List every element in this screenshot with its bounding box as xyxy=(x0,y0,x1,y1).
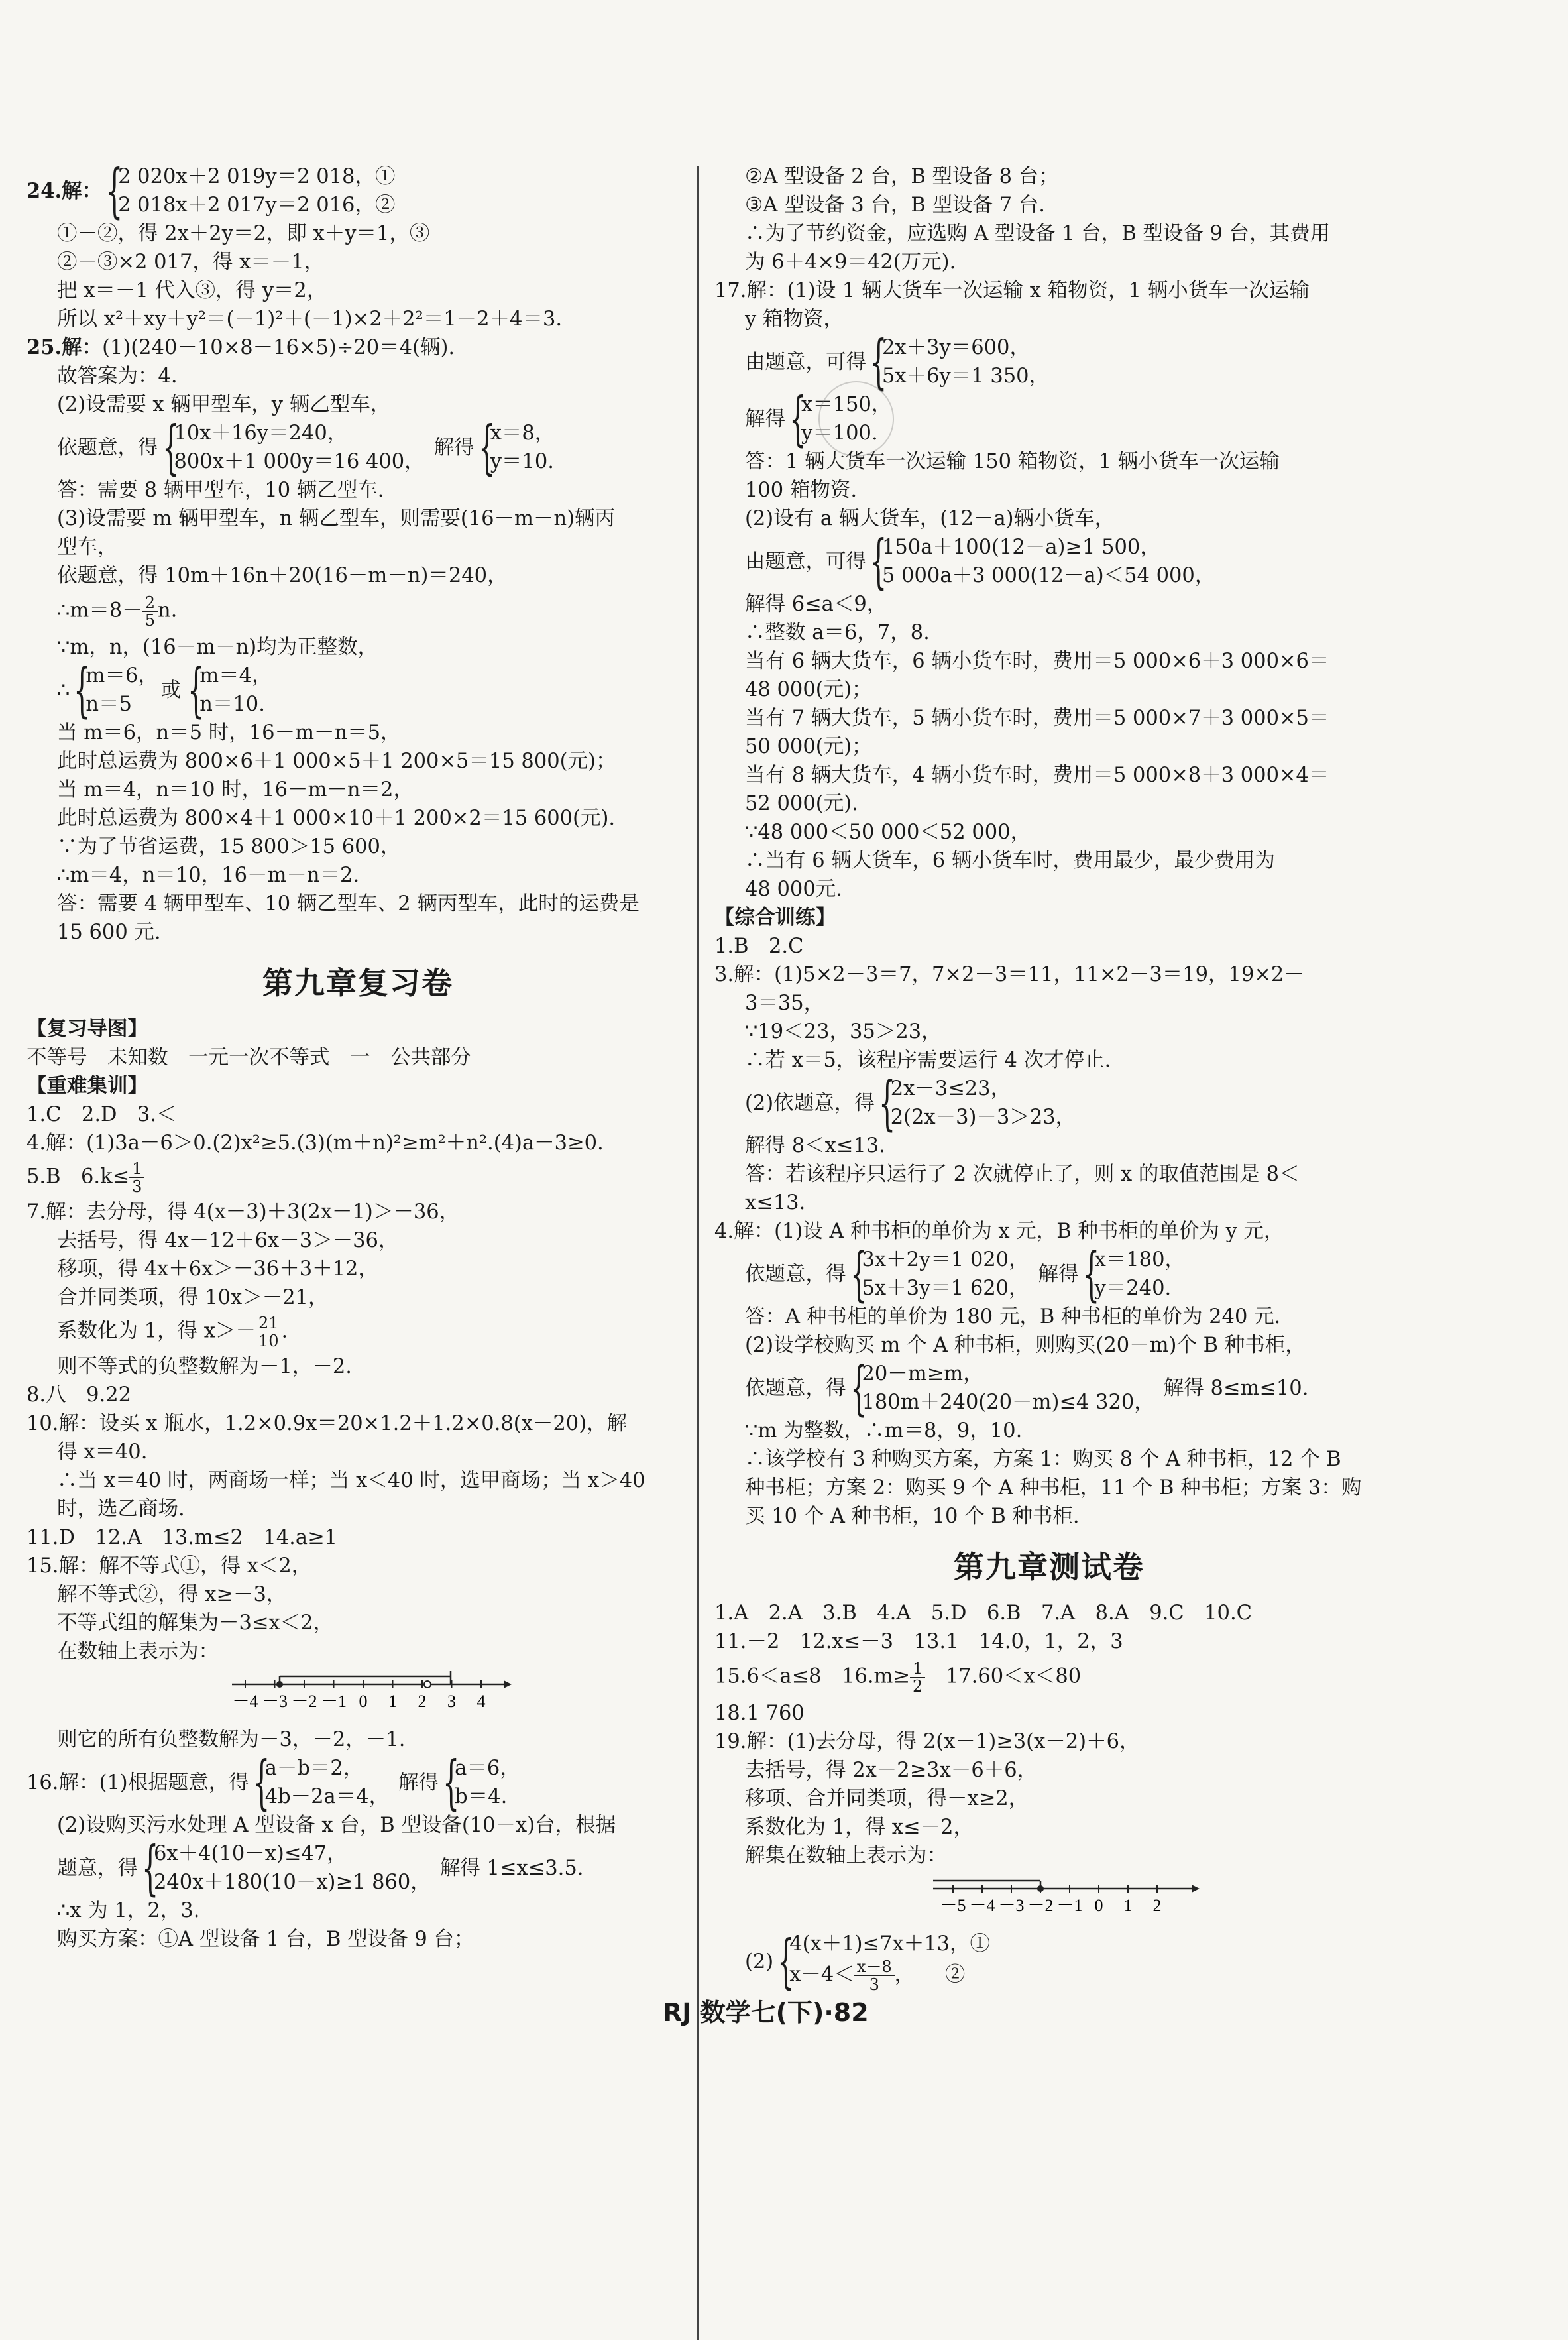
brace: { xyxy=(850,1354,867,1422)
text-line: ①－②，得 2x＋2y＝2，即 x＋y＝1，③ xyxy=(57,222,430,245)
brace: { xyxy=(478,413,495,481)
text: 5.B 6.k≤ xyxy=(27,1165,130,1189)
text-line: ③A 型设备 3 台，B 型设备 7 台. xyxy=(745,194,1045,217)
fraction xyxy=(910,1660,925,1695)
equation-line: x＝8， xyxy=(490,422,555,445)
text-line: 解不等式②，得 x≥－3， xyxy=(57,1583,287,1606)
answer-line: 1.B 2.C xyxy=(714,935,804,958)
text-line: (2)设有 a 辆大货车，(12－a)辆小货车， xyxy=(745,507,1115,530)
text-line: 所以 x²＋xy＋y²＝(－1)²＋(－1)×2＋2²＝1－2＋4＝3. xyxy=(57,308,563,331)
section-heading: 【重难集训】 xyxy=(27,1075,148,1098)
equation-line: y＝240. xyxy=(1094,1277,1172,1300)
equation-line: a＝6， xyxy=(455,1757,520,1780)
tick-label: 0 xyxy=(359,1692,368,1711)
text-line xyxy=(27,1315,689,1350)
section-heading: 【综合训练】 xyxy=(714,906,836,929)
text-line: 移项、合并同类项，得－x≥2， xyxy=(745,1787,1029,1810)
text: 解得 8≤m≤10. xyxy=(1163,1376,1309,1400)
text-line: 当有 8 辆大货车，4 辆小货车时，费用＝5 000×8＋3 000×4＝ xyxy=(745,764,1329,787)
q19-system xyxy=(714,1927,1384,1995)
text-line: 15 600 元. xyxy=(57,921,161,944)
numerator: x－8 xyxy=(854,1958,895,1976)
text-line: ∴该学校有 3 种购买方案，方案 1：购买 8 个 A 种书柜，12 个 B xyxy=(745,1448,1341,1471)
stamp-mark xyxy=(818,381,894,457)
text-line: 答：需要 4 辆甲型车、10 辆乙型车、2 辆丙型车，此时的运费是 xyxy=(57,892,640,915)
q25-cases xyxy=(27,656,689,724)
equation-line: 800x＋1 000y＝16 400， xyxy=(174,450,425,473)
denominator: 3 xyxy=(132,1177,142,1196)
text: x－4＜ xyxy=(789,1963,854,1987)
equation-line: a－b＝2， xyxy=(264,1757,364,1780)
tick-label: 2 xyxy=(418,1692,427,1711)
text-line: 得 x＝40. xyxy=(57,1440,148,1464)
text: (2) xyxy=(745,1950,774,1973)
answer-line xyxy=(714,1660,1384,1695)
equation-line: 2(2x－3)－3＞23， xyxy=(890,1106,1076,1129)
text-line: ∴m＝4，n＝10，16－m－n＝2. xyxy=(57,864,360,887)
text-line: 故答案为：4. xyxy=(57,365,178,388)
text-line: (2)设学校购买 m 个 A 种书柜，则购买(20－m)个 B 种书柜， xyxy=(745,1334,1306,1357)
fraction xyxy=(256,1315,282,1350)
tick-label: 4 xyxy=(476,1692,486,1711)
equation-line: 4b－2a＝4， xyxy=(264,1785,390,1808)
brace: { xyxy=(878,1069,895,1137)
numerator: 21 xyxy=(256,1315,282,1332)
text: 题意，得 xyxy=(57,1856,138,1880)
text-line: 不等式组的解集为－3≤x＜2， xyxy=(57,1611,334,1635)
text-line: 去括号，得 2x－2≥3x－6＋6， xyxy=(745,1759,1038,1782)
left-column xyxy=(27,156,689,1954)
denominator: 2 xyxy=(913,1677,923,1696)
text-line: 种书柜；方案 2：购买 9 个 A 种书柜，11 个 B 种书柜；方案 3：购 xyxy=(745,1476,1362,1499)
text-line: 此时总运费为 800×6＋1 000×5＋1 200×5＝15 800(元)； xyxy=(57,750,616,773)
text-line: ∴整数 a＝6，7，8. xyxy=(745,621,930,644)
q25-label: 25.解： xyxy=(27,335,103,359)
answer-line: 11.－2 12.x≤－3 13.1 14.0，1，2，3 xyxy=(714,1630,1123,1653)
q17-system xyxy=(714,327,1384,396)
tick-label: 2 xyxy=(1152,1896,1162,1915)
text-line: ∴若 x＝5，该程序需要运行 4 次才停止. xyxy=(745,1049,1111,1072)
text-line: 则它的所有负整数解为－3，－2，－1. xyxy=(57,1728,406,1751)
equation-line: 4(x＋1)≤7x＋13，① xyxy=(789,1932,990,1956)
brace: { xyxy=(850,1240,867,1308)
text-line: 当 m＝6，n＝5 时，16－m－n＝5， xyxy=(57,721,401,744)
text-line: ∴x 为 1，2，3. xyxy=(57,1899,200,1922)
text-line: 去括号，得 4x－12＋6x－3＞－36， xyxy=(57,1229,399,1252)
q4-inequality-system xyxy=(714,1354,1384,1422)
brace: { xyxy=(142,1834,159,1902)
number-line-q19 xyxy=(926,1874,1205,1918)
text-line: 3.解：(1)5×2－3＝7，7×2－3＝11，11×2－3＝19，19×2－ xyxy=(714,963,1304,986)
tick-label: 3 xyxy=(447,1692,456,1711)
text: 17.60＜x＜80 xyxy=(925,1665,1082,1688)
text-line: 解得 8＜x≤13. xyxy=(745,1134,885,1157)
q3-system xyxy=(714,1069,1384,1137)
text-line: x≤13. xyxy=(745,1191,806,1214)
text-line: 17.解：(1)设 1 辆大货车一次运输 x 箱物资，1 辆小货车一次运输 xyxy=(714,279,1310,302)
text: ∴m＝8－ xyxy=(57,599,142,622)
text: ∴ xyxy=(57,678,70,702)
tick-label: －5 xyxy=(940,1896,966,1915)
text-line: 当有 6 辆大货车，6 辆小货车时，费用＝5 000×6＋3 000×6＝ xyxy=(745,650,1329,673)
text: 由题意，可得 xyxy=(745,550,866,573)
q16-system xyxy=(27,1748,689,1816)
q24-label: 24.解： xyxy=(27,178,103,203)
equation-line: m＝4， xyxy=(199,664,272,687)
brace: { xyxy=(1082,1240,1099,1308)
text-line: (2)设需要 x 辆甲型车，y 辆乙型车， xyxy=(57,393,391,416)
chapter-review-title: 第九章复习卷 xyxy=(262,965,453,1001)
text-line: 为 6＋4×9＝42(万元). xyxy=(745,251,956,274)
text: 或 xyxy=(160,678,182,702)
denominator: 5 xyxy=(144,611,156,630)
text-line: 买 10 个 A 种书柜，10 个 B 种书柜. xyxy=(745,1505,1080,1528)
denominator: 3 xyxy=(869,1975,879,1994)
tick-label: －4 xyxy=(232,1692,258,1711)
right-column xyxy=(714,162,1384,1993)
tick-label: －2 xyxy=(1027,1896,1054,1915)
equation-line: y＝100. xyxy=(801,422,878,445)
equation-line: 2 018x＋2 017y＝2 016，② xyxy=(118,194,396,217)
tick-label: －4 xyxy=(969,1896,995,1915)
equation-line: b＝4. xyxy=(455,1785,508,1808)
text-line: 解集在数轴上表示为： xyxy=(745,1844,947,1867)
text-line: 答：1 辆大货车一次运输 150 箱物资，1 辆小货车一次运输 xyxy=(745,450,1280,473)
text-line: 在数轴上表示为： xyxy=(57,1640,219,1663)
answer-line: 1.C 2.D 3.＜ xyxy=(27,1103,177,1126)
equation-line: 3x＋2y＝1 020， xyxy=(862,1248,1029,1271)
text-line: 48 000(元)； xyxy=(745,678,872,701)
text-line: 购买方案：①A 型设备 1 台，B 型设备 9 台； xyxy=(57,1928,475,1951)
fraction xyxy=(129,1160,144,1195)
text-line: ∴当 x＝40 时，两商场一样；当 x＜40 时，选甲商场；当 x＞40 xyxy=(57,1469,645,1492)
q25-system xyxy=(27,413,689,481)
text: 15.6＜a≤8 16.m≥ xyxy=(714,1665,911,1688)
text: (2)依题意，得 xyxy=(745,1091,875,1115)
text: 解得 1≤x≤3.5. xyxy=(439,1856,584,1880)
text: 系数化为 1，得 x＞－ xyxy=(57,1319,256,1343)
equation-line: n＝10. xyxy=(199,693,265,716)
text-line: 19.解：(1)去分母，得 2(x－1)≥3(x－2)＋6， xyxy=(714,1730,1140,1753)
fraction xyxy=(142,594,158,629)
numerator: 2 xyxy=(142,594,158,612)
text-line: 当有 7 辆大货车，5 辆小货车时，费用＝5 000×7＋3 000×5＝ xyxy=(745,707,1329,730)
text-line: 合并同类项，得 10x＞－21， xyxy=(57,1286,329,1309)
brace: { xyxy=(870,527,887,595)
text-line: ∵m 为整数，∴m＝8，9，10. xyxy=(745,1419,1023,1442)
text-line: 把 x＝－1 代入③，得 y＝2， xyxy=(57,279,327,302)
equation-line: x＝150， xyxy=(801,393,892,416)
text: n. xyxy=(158,599,178,622)
brace: { xyxy=(252,1748,270,1816)
answer-line: 1.A 2.A 3.B 4.A 5.D 6.B 7.A 8.A 9.C 10.C xyxy=(714,1602,1252,1625)
text-line: 50 000(元)； xyxy=(745,735,872,758)
text-line: 时，选乙商场. xyxy=(57,1497,185,1521)
tick-label: 0 xyxy=(1094,1896,1103,1915)
text: 16.解：(1)根据题意，得 xyxy=(27,1771,249,1794)
text-line: ∵19＜23，35＞23， xyxy=(745,1020,942,1043)
equation-line: y＝10. xyxy=(490,450,554,473)
text-line: 系数化为 1，得 x≤－2， xyxy=(745,1816,974,1839)
text-line: ∴为了节约资金，应选购 A 型设备 1 台，B 型设备 9 台，其费用 xyxy=(745,222,1331,245)
equation-line: 5 000a＋3 000(12－a)＜54 000， xyxy=(882,564,1215,587)
text-line: 解得 6≤a＜9， xyxy=(745,593,887,616)
tick-label: －3 xyxy=(261,1692,288,1711)
chapter-test-title: 第九章测试卷 xyxy=(954,1549,1145,1585)
q16-inequality-system xyxy=(27,1834,689,1902)
text-line: y 箱物资， xyxy=(745,308,844,331)
tick-label: 1 xyxy=(1123,1896,1133,1915)
equation-line: 5x＋3y＝1 620， xyxy=(862,1277,1029,1300)
text-line: ∴当有 6 辆大货车，6 辆小货车时，费用最少，最少费用为 xyxy=(745,849,1275,872)
text: . xyxy=(281,1319,288,1343)
text: 依题意，得 xyxy=(57,436,158,459)
answer-line: 8.八 9.22 xyxy=(27,1383,132,1407)
equation-line: 10x＋16y＝240， xyxy=(174,422,348,445)
numerator: 1 xyxy=(129,1160,144,1178)
answer-line: 18.1 760 xyxy=(714,1702,805,1725)
equation-line: x＝180， xyxy=(1094,1248,1185,1271)
equation-line: 240x＋180(10－x)≥1 860， xyxy=(154,1871,431,1894)
text: 解得 xyxy=(398,1771,439,1794)
text-line: 7.解：去分母，得 4(x－3)＋3(2x－1)＞－36， xyxy=(27,1200,460,1224)
text: ， ② xyxy=(894,1963,966,1987)
text-line: 此时总运费为 800×4＋1 000×10＋1 200×2＝15 600(元). xyxy=(57,807,616,830)
tick-label: －2 xyxy=(291,1692,317,1711)
text-line: 100 箱物资. xyxy=(745,479,858,502)
q4-system xyxy=(714,1240,1384,1308)
text-line xyxy=(27,594,689,629)
q24-system xyxy=(27,156,689,225)
q17-inequality-system xyxy=(714,527,1384,595)
brace: { xyxy=(74,656,91,724)
text: 依题意，得 xyxy=(745,1376,846,1400)
section-heading: 【复习导图】 xyxy=(27,1018,148,1041)
q17-solution xyxy=(714,384,1384,453)
brace: { xyxy=(789,384,807,453)
equation-line: 6x＋4(10－x)≤47， xyxy=(154,1842,347,1865)
equation-line: 20－m≥m， xyxy=(862,1362,983,1385)
brace: { xyxy=(188,656,205,724)
text-line: 52 000(元). xyxy=(745,792,858,815)
tick-label: －3 xyxy=(998,1896,1025,1915)
text-line: 则不等式的负整数解为－1，－2. xyxy=(57,1355,353,1378)
brace: { xyxy=(870,327,887,396)
equation-line: 2x－3≤23， xyxy=(890,1077,1011,1100)
text-line: 型车， xyxy=(57,536,118,559)
answer-line: 11.D 12.A 13.m≤2 14.a≥1 xyxy=(27,1526,338,1549)
text-line: 不等号 未知数 一元一次不等式 一 公共部分 xyxy=(27,1046,471,1069)
text-line: 依题意，得 10m＋16n＋20(16－m－n)＝240， xyxy=(57,564,508,587)
numerator: 1 xyxy=(910,1660,925,1678)
equation-line: 2 020x＋2 019y＝2 018，① xyxy=(118,165,396,188)
tick-label: 1 xyxy=(388,1692,397,1711)
text-line: 10.解：设买 x 瓶水，1.2×0.9x＝20×1.2＋1.2×0.8(x－20)，解 xyxy=(27,1412,628,1435)
text-line: 当 m＝4，n＝10 时，16－m－n＝2， xyxy=(57,778,414,801)
equation-line: 180m＋240(20－m)≤4 320， xyxy=(862,1391,1154,1414)
text: 解得 xyxy=(433,436,475,459)
answer-line: 4.解：(1)3a－6＞0.(2)x²≥5.(3)(m＋n)²≥m²＋n².(4)a－3≥0. xyxy=(27,1132,604,1155)
tick-label: －1 xyxy=(320,1692,347,1711)
denominator: 10 xyxy=(258,1332,279,1350)
text-line: 3＝35， xyxy=(745,992,824,1015)
equation-line: 150a＋100(12－a)≥1 500， xyxy=(882,536,1160,559)
number-line-q15 xyxy=(225,1670,517,1714)
brace: { xyxy=(106,156,123,225)
text-line: 答：A 种书柜的单价为 180 元，B 种书柜的单价为 240 元. xyxy=(745,1305,1281,1328)
brace: { xyxy=(162,413,179,481)
text-line: ②－③×2 017，得 x＝－1， xyxy=(57,251,325,274)
text: 依题意，得 xyxy=(745,1262,846,1286)
equation-line xyxy=(789,1958,990,1993)
text: 解得 xyxy=(745,407,785,431)
fraction xyxy=(854,1958,895,1993)
equation-line: 5x＋6y＝1 350， xyxy=(882,365,1050,388)
text: 解得 xyxy=(1038,1262,1079,1286)
text-line: 答：若该程序只运行了 2 次就停止了，则 x 的取值范围是 8＜ xyxy=(745,1163,1300,1186)
text: 由题意，可得 xyxy=(745,350,866,374)
equation-line: 2x＋3y＝600， xyxy=(882,336,1030,359)
brace: { xyxy=(443,1748,460,1816)
equation-line: m＝6， xyxy=(85,664,158,687)
text-line: (2)设购买污水处理 A 型设备 x 台，B 型设备(10－x)台，根据 xyxy=(57,1814,616,1837)
answer-line xyxy=(27,1160,689,1195)
text-line: 答：需要 8 辆甲型车，10 辆乙型车. xyxy=(57,479,384,502)
text-line: 48 000元. xyxy=(745,878,842,901)
text-line: (1)(240－10×8－16×5)÷20＝4(辆). xyxy=(102,336,455,359)
text-line: (3)设需要 m 辆甲型车，n 辆乙型车，则需要(16－m－n)辆丙 xyxy=(57,507,616,530)
text-line: 移项，得 4x＋6x＞－36＋3＋12， xyxy=(57,1258,378,1281)
equation-line: n＝5 xyxy=(85,693,132,716)
text-line: 4.解：(1)设 A 种书柜的单价为 x 元，B 种书柜的单价为 y 元， xyxy=(714,1220,1284,1243)
tick-label: －1 xyxy=(1056,1896,1083,1915)
text-line: ②A 型设备 2 台，B 型设备 8 台； xyxy=(745,165,1059,188)
text-line: 15.解：解不等式①，得 x＜2， xyxy=(27,1554,312,1578)
text-line: ∵为了节省运费，15 800＞15 600， xyxy=(57,835,401,858)
text-line: ∵48 000＜50 000＜52 000， xyxy=(745,821,1031,844)
brace: { xyxy=(777,1927,795,1995)
page-footer: RJ 数学七(下)·82 xyxy=(663,1998,869,2027)
text-line: ∵m，n，(16－m－n)均为正整数， xyxy=(57,636,378,659)
